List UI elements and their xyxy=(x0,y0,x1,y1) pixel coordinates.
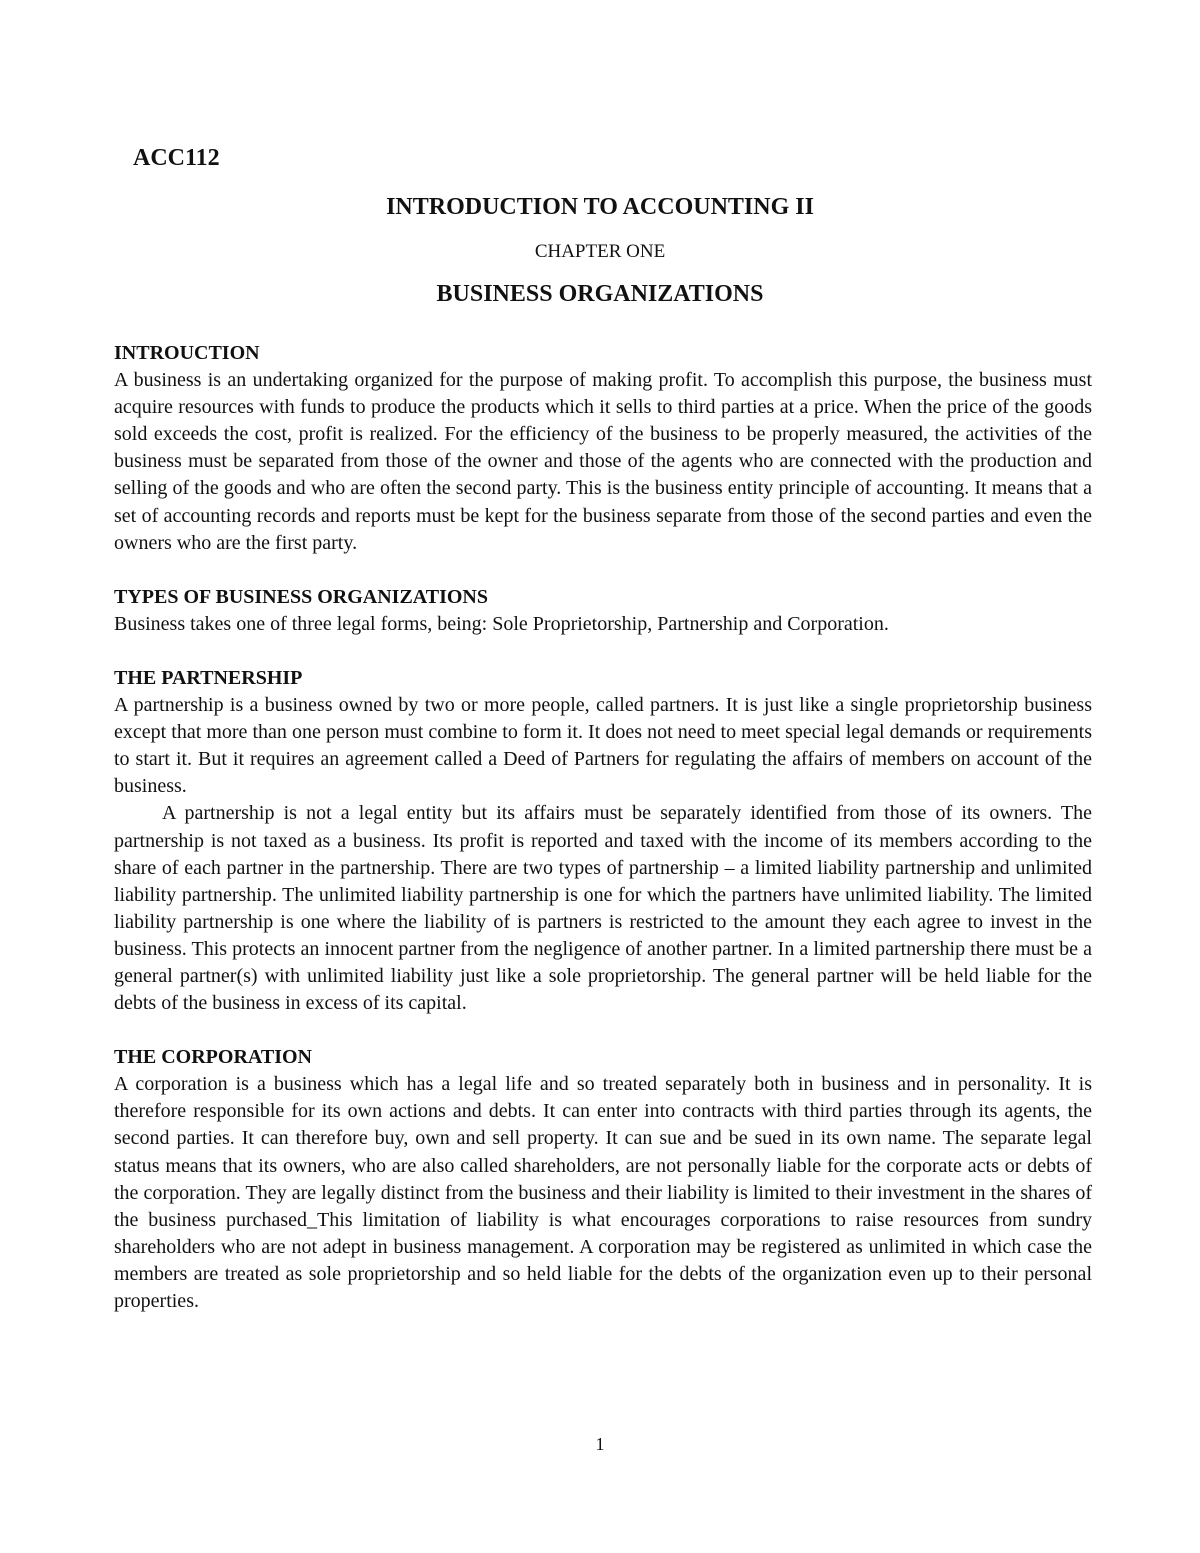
section-heading-corporation: THE CORPORATION xyxy=(114,1046,312,1069)
section-introduction xyxy=(114,340,1092,557)
section-heading-partnership: THE PARTNERSHIP xyxy=(114,666,303,689)
document-title: INTRODUCTION TO ACCOUNTING II xyxy=(386,194,814,220)
paragraph-introduction: A business is an undertaking organized for the purpose of making profit. To accomplish this purpose, the business must acquire resources with funds to produce the products which it sells to third parties at a price. When the price of the goods sold exceeds the cost, profit is realized. For the efficiency of the business to be properly measured, the activities of the business must be separated from those of the owner and those of the agents who are connected with the production and selling of the goods and who are often the second party. This is the business entity principle of accounting. It means that a set of accounting records and reports must be kept for the business separate from those of the second parties and even the owners who are the first party. xyxy=(114,369,1092,554)
paragraph-types: Business takes one of three legal forms, being: Sole Proprietorship, Partnership and Corporation. xyxy=(114,612,889,635)
section-heading-introduction: INTROUCTION xyxy=(114,342,260,364)
paragraph-partnership-2: A partnership is not a legal entity but its affairs must be separately identified from those of its owners. The partnership is not taxed as a business. Its profit is reported and taxed with the income of its members according to the share of each partner in the partnership. There are two types of partnership – a limited liability partnership and unlimited liability partnership. The unlimited liability partnership is one for which the partners have unlimited liability. The limited liability partnership is one where the liability of is partners is restricted to the amount they each agree to invest in the business. This protects an innocent partner from the negligence of another partner. In a limited partnership there must be a general partner(s) with unlimited liability just like a sole proprietorship. The general partner will be held liable for the debts of the business in excess of its capital. xyxy=(114,802,1092,1015)
section-heading-types: TYPES OF BUSINESS ORGANIZATIONS xyxy=(114,585,488,608)
section-corporation xyxy=(114,1044,1092,1315)
document-body xyxy=(114,340,1092,1342)
section-types xyxy=(114,584,1092,638)
paragraph-partnership-1: A partnership is a business owned by two or more people, called partners. It is just like a single proprietorship business except that more than one person must combine to form it. It does not need to meet special legal demands or requirements to start it. But it requires an agreement called a Deed of Partners for regulating the affairs of members on account of the business. xyxy=(114,694,1092,798)
chapter-label: CHAPTER ONE xyxy=(534,241,666,262)
course-code: ACC112 xyxy=(133,145,220,171)
paragraph-corporation: A corporation is a business which has a legal life and so treated separately both in business and in personality. It is therefore responsible for its own actions and debts. It can enter into contracts with third parties through its agents, the second parties. It can therefore buy, own and sell property. It can sue and be sued in its own name. The separate legal status means that its owners, who are also called shareholders, are not personally liable for the corporate acts or debts of the corporation. They are legally distinct from the business and their liability is limited to their investment in the shares of the business purchased_This limitation of liability is what encourages corporations to raise resources from sundry shareholders who are not adept in business management. A corporation may be registered as unlimited in which case the members are treated as sole proprietorship and so held liable for the debts of the organization even up to their personal properties. xyxy=(114,1073,1092,1312)
chapter-title: BUSINESS ORGANIZATIONS xyxy=(436,281,764,307)
page-number: 1 xyxy=(595,1434,605,1454)
section-partnership xyxy=(114,665,1092,1017)
